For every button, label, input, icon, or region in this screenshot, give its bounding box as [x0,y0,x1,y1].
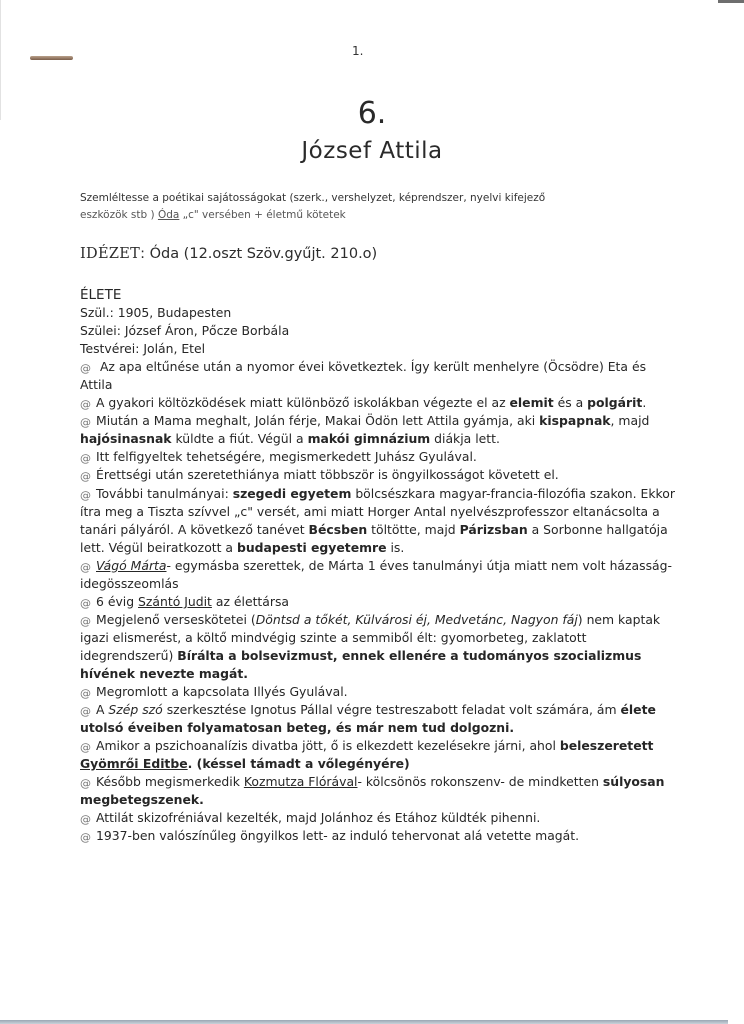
at-sign-bullet-icon: @ [80,452,91,466]
task-text: eszközök stb ) [80,209,158,221]
biography-section [80,286,680,845]
list-item [80,557,680,593]
at-sign-bullet-icon: @ [80,596,91,610]
list-item [80,701,680,737]
list-item [80,737,680,773]
at-sign-bullet-icon: @ [80,705,91,719]
item-text: - kölcsönös rokonszenv- de mindketten [357,774,603,790]
at-sign-bullet-icon: @ [80,813,91,827]
at-sign-bullet-icon: @ [80,416,91,430]
list-item [80,412,680,448]
item-text: Miután a Mama meghalt, Jolán férje, Makai Ödön lett Attila gyámja, aki [96,413,540,429]
item-text: . [642,395,647,411]
bold-text: élete utolsó éveiben folyamatosan beteg, és már nem tud dolgozni. [80,702,656,736]
item-text: 1937-ben valószínűleg öngyilkos lett- az induló tehervonat alá vetette magát. [96,828,580,844]
list-item [80,683,680,701]
siblings-info: Testvérei: Jolán, Etel [80,341,206,357]
item-text: Itt felfigyeltek tehetségére, megismerkedett Juhász Gyulával. [96,449,477,465]
list-item [80,485,680,557]
task-text: „c" versében + életmű kötetek [179,209,346,221]
item-text: Megjelenő verseskötetei ( [96,611,256,627]
list-item [80,611,680,683]
at-sign-bullet-icon: @ [80,777,91,791]
item-text: és a [553,395,588,411]
bold-text: elemit [509,395,554,411]
list-item [80,593,680,611]
bold-text: budapesti egyetemre [236,539,387,555]
item-text: is. [386,539,405,555]
staple-mark [30,56,73,60]
list-item [80,773,680,809]
bold-text: hajósinasnak [80,431,172,447]
list-item [80,827,680,845]
parents-info: Szülei: József Áron, Pőcze Borbála [80,323,290,339]
at-sign-bullet-icon: @ [80,362,91,376]
item-text: A gyakori költözködések miatt különböző iskolákban végezte el az [96,395,510,411]
item-text: töltötte, majd [367,521,460,537]
quote-label: IDÉZET [80,246,141,262]
section-number: 6. [357,96,387,131]
bold-text: polgárit [587,395,643,411]
list-item [80,466,680,484]
item-text: bölcsészkara magyar-francia-filozófia szakon. Ekkor ítra meg a Tiszta szívvel „c" versét, ami miatt Horger Antal nyelvészprofesszor eltanácsolta a tanári pályáról. A következő tanévet [80,485,675,537]
item-text: A [96,702,109,718]
scan-corner-mark [718,0,744,3]
at-sign-bullet-icon: @ [80,398,91,412]
task-description [80,190,680,224]
page-title: József Attila [301,138,443,164]
underlined-name: Kozmutza Flórával [243,774,358,790]
quote-reference [80,246,377,262]
underlined-name: Vágó Márta [96,557,167,573]
bold-text: súlyosan megbetegszenek. [80,774,665,808]
bold-text: Párizsban [459,521,528,537]
at-sign-bullet-icon: @ [80,741,91,755]
item-text: Érettségi után szeretethiánya miatt többször is öngyilkosságot követett el. [96,467,559,483]
item-text: a Sorbonne hallgatója lett. Végül beiratkozott a [80,521,668,555]
item-text: , majd [610,413,650,429]
item-text: küldte a fiút. Végül a [171,431,308,447]
underlined-name: Szántó Judit [138,593,212,609]
quote-text: : Óda (12.oszt Szöv.gyűjt. 210.o) [140,246,378,262]
bold-text: Bírálta a bolsevizmust, ennek ellenére a tudományos szocializmus hívének nevezte magát. [80,647,642,681]
bold-text: Bécsben [308,521,368,537]
item-text: diákja lett. [430,431,500,447]
at-sign-bullet-icon: @ [80,831,91,845]
at-sign-bullet-icon: @ [80,560,91,574]
poem-title-oda: Óda [157,209,180,221]
scan-bottom-edge [0,1020,728,1024]
at-sign-bullet-icon: @ [80,470,91,484]
item-text: További tanulmányai: [96,485,233,501]
list-item [80,358,680,394]
list-item [80,448,680,466]
bold-text: makói gimnázium [307,431,431,447]
list-item [80,394,680,412]
underlined-name: Gyömrői Editbe [80,756,188,772]
item-text: Megromlott a kapcsolata Illyés Gyulával. [96,684,348,700]
italic-titles: Döntsd a tőkét, Külvárosi éj, Medvetánc, Nagyon fáj [255,611,578,627]
item-text: Attilát skizofréniával kezelték, majd Jolánhoz és Etához küldték pihenni. [96,810,541,826]
item-text: az élettársa [211,593,290,609]
at-sign-bullet-icon: @ [80,614,91,628]
at-sign-bullet-icon: @ [80,687,91,701]
list-item [80,809,680,827]
bold-text: szegedi egyetem [232,485,352,501]
birth-info: Szül.: 1905, Budapesten [80,305,232,321]
item-text: Később megismerkedik [96,774,244,790]
biography-heading: ÉLETE [80,287,122,303]
item-text: Amikor a pszichoanalízis divatba jött, ő is elkezdett kezelésekre járni, ahol [96,738,560,754]
item-text: Az apa eltűnése után a nyomor évei következtek. Így került menhelyre (Öcsödre) Eta és Attila [80,359,647,393]
bold-text: . (késsel támadt a vőlegényére) [187,756,410,772]
italic-title: Szép szó [108,702,163,718]
bold-text: beleszeretett [559,738,654,754]
page-number: 1. [352,44,364,58]
item-text: 6 évig [96,593,139,609]
task-line-1: Szemléltesse a poétikai sajátosságokat (szerk., vershelyzet, képrendszer, nyelvi kifejező [80,192,546,204]
bold-text: kispapnak [539,413,611,429]
item-text: ) nem kaptak igazi elismerést, a költő mindvégig szinte a semmiből élt: gyomorbeteg, zaklatott idegrendszerű) [80,611,661,663]
task-line-2 [80,207,680,224]
at-sign-bullet-icon: @ [80,488,91,502]
item-text: szerkesztése Ignotus Pállal végre testreszabott feladat volt számára, ám [162,702,621,718]
item-text: - egymásba szerettek, de Márta 1 éves tanulmányi útja miatt nem volt házasság- idegösszeomlás [80,557,672,591]
